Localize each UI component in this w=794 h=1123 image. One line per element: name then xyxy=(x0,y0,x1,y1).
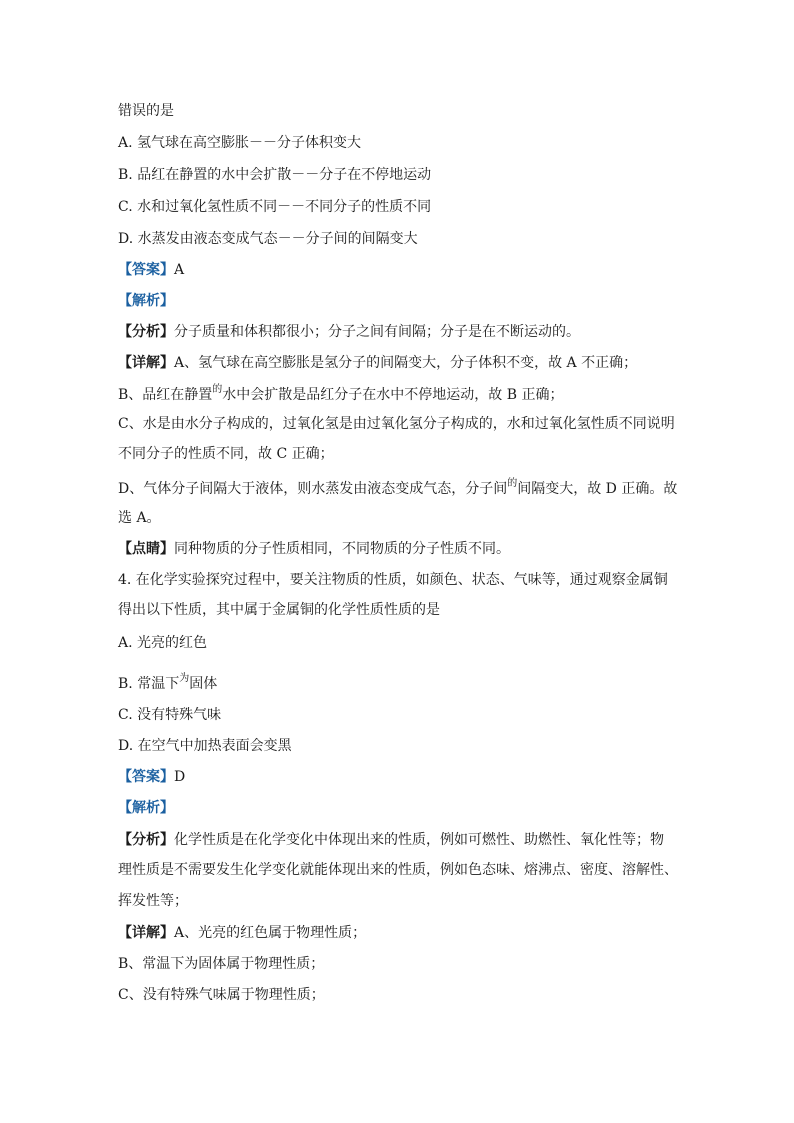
answer-tag: 【答案】 xyxy=(118,769,174,785)
q3-fenxi xyxy=(118,321,580,343)
q4-fenxi-1 xyxy=(118,829,664,851)
superscript-char: 的 xyxy=(507,478,518,489)
q4-fenxi-2: 理性质是不需要发生化学变化就能体现出来的性质，例如色态味、熔沸点、密度、溶解性、 xyxy=(118,862,678,878)
q4-xiangjie-1 xyxy=(118,922,366,944)
superscript-char: 为 xyxy=(179,673,190,684)
xiangjie-tag: 【详解】 xyxy=(118,355,174,371)
option-text: B. 常温下 xyxy=(118,676,180,692)
dianjing-tag: 【点睛】 xyxy=(118,541,174,557)
q3-answer xyxy=(118,259,184,281)
q4-option-a: A. 光亮的红色 xyxy=(118,635,208,651)
xiangjie-text: A、光亮的红色属于物理性质； xyxy=(174,925,367,941)
q4-option-c: C. 没有特殊气味 xyxy=(118,707,222,723)
q3-option-d: D. 水蒸发由液态变成气态－－分子间的间隔变大 xyxy=(118,231,418,247)
option-text: 固体 xyxy=(189,676,218,692)
dianjing-text: 同种物质的分子性质相同，不同物质的分子性质不同。 xyxy=(174,541,510,557)
answer-tag: 【答案】 xyxy=(118,262,174,278)
q3-xiangjie-6: 选 A。 xyxy=(118,510,161,526)
q4-answer xyxy=(118,766,185,788)
q4-option-d: D. 在空气中加热表面会变黑 xyxy=(118,738,292,754)
q3-option-b: B. 品红在静置的水中会扩散－－分子在不停地运动 xyxy=(118,167,432,183)
xiangjie-text: B、品红在静置 xyxy=(118,387,213,403)
xiangjie-text: 水中会扩散是品红分子在水中不停地运动，故 B 正确； xyxy=(222,387,564,403)
q4-stem-1: 4. 在化学实验探究过程中，要关注物质的性质，如颜色、状态、气味等，通过观察金属铜 xyxy=(118,572,668,588)
q3-option-c: C. 水和过氧化氢性质不同－－不同分子的性质不同 xyxy=(118,199,432,215)
xiangjie-text: 间隔变大，故 D 正确。故 xyxy=(517,481,678,497)
fenxi-text: 分子质量和体积都很小；分子之间有间隔；分子是在不断运动的。 xyxy=(174,324,580,340)
superscript-char: 的 xyxy=(212,384,223,395)
jiexi-tag: 【解析】 xyxy=(118,293,174,309)
xiangjie-text: A、氢气球在高空膨胀是氢分子的间隔变大，分子体积不变，故 A 不正确； xyxy=(174,355,638,371)
fenxi-text: 化学性质是在化学变化中体现出来的性质，例如可燃性、助燃性、氧化性等；物 xyxy=(174,832,664,848)
q3-dianjing xyxy=(118,538,510,560)
q3-option-a: A. 氢气球在高空膨胀－－分子体积变大 xyxy=(118,135,362,151)
q4-xiangjie-3: C、没有特殊气味属于物理性质； xyxy=(118,987,325,1003)
q4-option-b xyxy=(118,673,217,697)
q3-stem-end: 错误的是 xyxy=(118,103,174,119)
q4-xiangjie-2: B、常温下为固体属于物理性质； xyxy=(118,956,325,972)
q3-jiexi xyxy=(118,290,174,312)
q4-fenxi-3: 挥发性等； xyxy=(118,893,188,909)
q4-jiexi xyxy=(118,797,174,819)
q3-xiangjie-2 xyxy=(118,384,563,408)
q3-xiangjie-4: 不同分子的性质不同，故 C 正确； xyxy=(118,446,334,462)
q4-stem-2: 得出以下性质，其中属于金属铜的化学性质性质的是 xyxy=(118,602,440,618)
q3-xiangjie-5 xyxy=(118,478,677,502)
answer-value: A xyxy=(174,262,185,278)
fenxi-tag: 【分析】 xyxy=(118,324,174,340)
q3-xiangjie-3: C、水是由水分子构成的，过氧化氢是由过氧化氢分子构成的，水和过氧化氢性质不同说明 xyxy=(118,416,675,432)
xiangjie-text: D、气体分子间隔大于液体，则水蒸发由液态变成气态，分子间 xyxy=(118,481,508,497)
xiangjie-tag: 【详解】 xyxy=(118,925,174,941)
q3-xiangjie-1 xyxy=(118,352,637,374)
jiexi-tag: 【解析】 xyxy=(118,800,174,816)
answer-value: D xyxy=(174,769,186,785)
fenxi-tag: 【分析】 xyxy=(118,832,174,848)
